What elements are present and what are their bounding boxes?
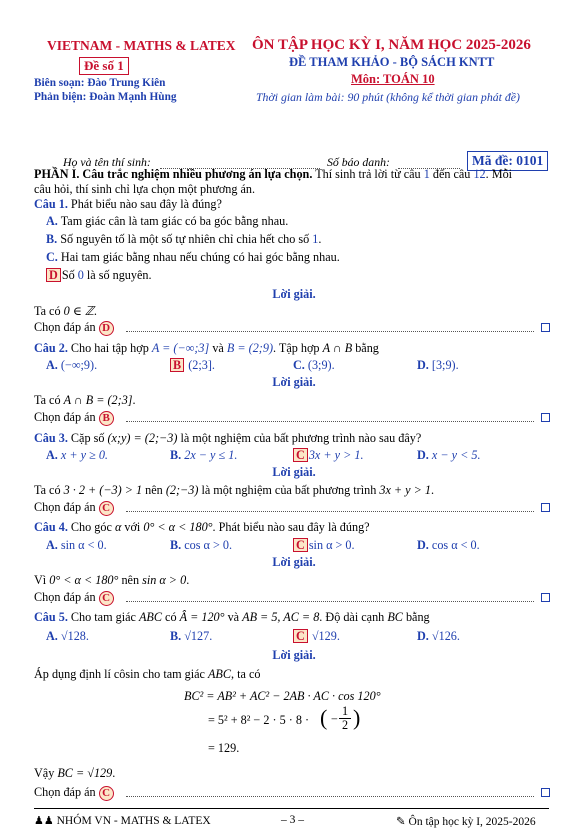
q1-option-b[interactable]: B. Số nguyên tố là một số tự nhiên chỉ chia hết cho số 1.: [46, 232, 322, 246]
q4-sol-math: sin α > 0: [142, 573, 187, 587]
q2-option-b-text: (2;3].: [188, 358, 215, 372]
footer-right: [396, 814, 536, 828]
q4-end-square: [541, 593, 550, 602]
q5-end-square: [541, 788, 550, 797]
exam-title: ÔN TẬP HỌC KỲ I, NĂM HỌC 2025-2026: [252, 37, 531, 53]
name-label: Họ và tên thí sinh:: [63, 155, 151, 169]
q1-text: Phát biểu nào sau đây là đúng?: [70, 197, 222, 211]
q4-sol-range: 0° < α < 180°: [49, 573, 119, 587]
q5-label: Câu 5.: [34, 610, 68, 624]
q3-dots: [126, 511, 534, 512]
q2-text-pre: Cho hai tập hợp: [70, 341, 152, 355]
q4-option-d-text: cos α < 0.: [431, 538, 480, 552]
q4-dots: [126, 601, 534, 602]
part1-title: PHẦN I. Câu trắc nghiệm nhiều phương án lựa chọn.: [34, 167, 313, 181]
q1-option-a-text: Tam giác cân là tam giác có ba góc bằng nhau.: [60, 214, 289, 228]
q4-option-b[interactable]: B. cos α > 0.: [170, 538, 233, 552]
edit-icon: ✎: [396, 816, 406, 828]
q1-option-b-num: 1: [312, 232, 319, 246]
q1-sol-math: 0 ∈ ℤ: [63, 304, 94, 318]
author: Biên soạn: Đào Trung Kiên: [34, 77, 166, 89]
q3-stem: [34, 431, 421, 446]
q4-option-c[interactable]: [293, 538, 355, 553]
brand-title: VIETNAM - MATHS & LATEX: [47, 38, 236, 53]
q2-sol-pre: Ta có: [34, 393, 64, 407]
q3-option-d-text: x − y < 5.: [431, 448, 481, 462]
q2-answer-mark: B: [170, 358, 184, 372]
q5-text-b: và: [224, 610, 243, 624]
q5-answer-mark: C: [293, 629, 308, 643]
q2-option-c-text: (3;9).: [307, 358, 335, 372]
q3-option-d[interactable]: D. x − y < 5.: [417, 448, 481, 462]
q5-sol-post: , ta có: [231, 667, 261, 681]
choose-label: Chọn đáp án: [34, 320, 96, 334]
q1-solution-heading: Lời giải.: [272, 287, 316, 301]
q2-stem: [34, 341, 379, 356]
q4-option-b-text: cos α > 0.: [184, 538, 233, 552]
q2-option-d-text: [3;9).: [431, 358, 459, 372]
q5-triangle: ABC: [138, 610, 162, 624]
q3-answer-circle: C: [99, 501, 114, 516]
q1-dots: [126, 331, 534, 332]
q4-range: 0° < α < 180°: [143, 520, 213, 534]
q2-sol-math: A ∩ B = (2;3]: [63, 393, 133, 407]
q5-text-a: có: [161, 610, 180, 624]
q2-and: và: [209, 341, 227, 355]
q5-option-d[interactable]: D. √126.: [417, 629, 460, 643]
q5-concl-pre: Vậy: [34, 766, 58, 780]
q2-end-square: [541, 413, 550, 422]
q2-set-a: A = (−∞;3]: [151, 341, 210, 355]
q5-frac-num: 1: [339, 705, 351, 719]
q4-sol-post: .: [186, 573, 190, 587]
part1-first-q: 1: [423, 167, 430, 181]
q1-end-square: [541, 323, 550, 332]
q2-sol-post: .: [132, 393, 136, 407]
q5-paren-left: (: [320, 705, 328, 730]
q5-bc: BC: [387, 610, 403, 624]
group-icon: ♟♟: [34, 815, 54, 827]
q2-text-mid: . Tập hợp: [273, 341, 323, 355]
footer-left: [34, 814, 211, 827]
q1-option-d[interactable]: [46, 268, 152, 283]
q5-frac-den: 2: [341, 718, 349, 732]
q5-answer-circle: C: [99, 786, 114, 801]
q5-option-a-text: √128.: [60, 629, 89, 643]
reviewer: Phản biện: Đoàn Mạnh Hùng: [34, 91, 177, 103]
q1-option-c-text: Hai tam giác bằng nhau nếu chúng có hai góc bằng nhau.: [60, 250, 340, 264]
q1-option-d-text: Số: [61, 268, 78, 282]
q4-stem: [34, 520, 370, 535]
q4-text-pre: Cho góc: [70, 520, 115, 534]
q3-sol-math: 3 · 2 + (−3) > 1: [63, 483, 143, 497]
q5-eq3: = 129.: [208, 741, 240, 755]
q1-sol-pre: Ta có: [34, 304, 64, 318]
q2-text-post: bằng: [352, 341, 379, 355]
q4-solution: [34, 573, 189, 588]
q5-eq1-rhs: AB² + AC² − 2AB · AC · cos 120°: [217, 689, 381, 703]
page-number: – 3 –: [281, 814, 304, 826]
q5-paren-right: ): [353, 705, 361, 730]
q2-choose: [34, 410, 114, 426]
q3-answer-mark: C: [293, 448, 308, 462]
q2-label: Câu 2.: [34, 341, 68, 355]
q4-answer-circle: C: [99, 591, 114, 606]
choose-label: Chọn đáp án: [34, 785, 96, 799]
q4-sol-mid: nên: [118, 573, 143, 587]
q1-option-b-text: Số nguyên tố là một số tự nhiên chỉ chia hết cho số: [60, 232, 313, 246]
q4-text-post: . Phát biểu nào sau đây là đúng?: [212, 520, 370, 534]
part1-intro-line2: câu hỏi, thí sinh chỉ lựa chọn một phương án.: [34, 182, 256, 196]
part1-intro-text: Thí sinh trả lời từ câu: [312, 167, 424, 181]
q3-sol-mid2: là một nghiệm của bất phương trình: [198, 483, 380, 497]
q1-option-b-end: .: [318, 232, 322, 246]
q5-solution-intro: [34, 667, 260, 682]
q3-choose: [34, 500, 114, 516]
footer-left-text: NHÓM VN - MATHS & LATEX: [56, 815, 211, 827]
q3-end-square: [541, 503, 550, 512]
q4-alpha: α: [114, 520, 122, 534]
q5-dots: [126, 796, 534, 797]
q3-pair: (x;y) = (2;−3): [107, 431, 178, 445]
q1-label: Câu 1.: [34, 197, 68, 211]
q2-intersection: A ∩ B: [322, 341, 353, 355]
q5-option-b[interactable]: B. √127.: [170, 629, 213, 643]
q5-sides: AB = 5, AC = 8: [242, 610, 320, 624]
q1-stem: [34, 197, 222, 212]
q2-option-a-text: (−∞;9).: [60, 358, 98, 372]
q4-option-a[interactable]: A. sin α < 0.: [46, 538, 107, 552]
q4-label: Câu 4.: [34, 520, 68, 534]
choose-label: Chọn đáp án: [34, 500, 96, 514]
q5-angle: Â = 120°: [179, 610, 225, 624]
q3-option-b[interactable]: B. 2x − y ≤ 1.: [170, 448, 238, 462]
q5-eq2: = 5² + 8² − 2 · 5 · 8 ·: [208, 713, 310, 727]
subject: Môn: TOÁN 10: [351, 72, 435, 86]
q2-option-c[interactable]: C. (3;9).: [293, 358, 335, 372]
part1-intro-text3: . Mỗi: [485, 167, 513, 181]
q4-solution-heading: Lời giải.: [272, 555, 316, 569]
q5-stem: [34, 610, 430, 625]
q5-choose: [34, 785, 114, 801]
q3-sol-post: .: [431, 483, 435, 497]
q3-sol-pre: Ta có: [34, 483, 64, 497]
exam-time: Thời gian làm bài: 90 phút (không kể thời gian phát đề): [256, 90, 520, 104]
q5-option-c[interactable]: [293, 629, 340, 644]
q2-option-a[interactable]: A. (−∞;9).: [46, 358, 98, 372]
q5-fraction: [339, 705, 351, 732]
q1-choose: [34, 320, 114, 336]
q3-text-pre: Cặp số: [70, 431, 108, 445]
exam-code: Mã đề: 0101: [467, 151, 548, 171]
q3-text-post: là một nghiệm của bất phương trình nào sau đây?: [177, 431, 422, 445]
q5-text-pre: Cho tam giác: [70, 610, 139, 624]
footer-rule: [34, 808, 549, 809]
q5-sol-pre: Áp dụng định lí côsin cho tam giác: [34, 667, 208, 681]
q4-text-mid: với: [121, 520, 144, 534]
q5-eq1: [184, 689, 381, 704]
q2-dots: [126, 421, 534, 422]
q2-option-d[interactable]: D. [3;9).: [417, 358, 459, 372]
q2-answer-circle: B: [99, 411, 114, 426]
q4-option-d[interactable]: D. cos α < 0.: [417, 538, 480, 552]
q2-solution-heading: Lời giải.: [272, 375, 316, 389]
q1-solution: [34, 304, 97, 319]
q1-sol-post: .: [93, 304, 97, 318]
q3-label: Câu 3.: [34, 431, 68, 445]
choose-label: Chọn đáp án: [34, 410, 96, 424]
q4-option-a-text: sin α < 0.: [60, 538, 107, 552]
footer-right-text: Ôn tập học kỳ I, 2025-2026: [408, 816, 536, 828]
q4-sol-pre: Vì: [34, 573, 50, 587]
q3-option-c-text: 3x + y > 1.: [308, 448, 364, 462]
q5-concl-post: .: [112, 766, 116, 780]
q1-option-d-end: là số nguyên.: [83, 268, 152, 282]
choose-label: Chọn đáp án: [34, 590, 96, 604]
exam-number: Đề số 1: [79, 57, 129, 75]
q2-solution: [34, 393, 136, 408]
q5-solution-heading: Lời giải.: [272, 648, 316, 662]
q3-option-b-text: 2x − y ≤ 1.: [184, 448, 238, 462]
q3-option-a-text: x + y ≥ 0.: [60, 448, 108, 462]
q1-option-a[interactable]: A. Tam giác cân là tam giác có ba góc bằng nhau.: [46, 214, 289, 228]
q2-set-b: B = (2;9): [226, 341, 274, 355]
part1-last-q: 12: [473, 167, 486, 181]
q2-option-b[interactable]: [170, 358, 215, 373]
part1-intro-text2: đến câu: [429, 167, 474, 181]
q5-option-d-text: √126.: [431, 629, 460, 643]
q5-option-a[interactable]: A. √128.: [46, 629, 89, 643]
q4-answer-mark: C: [293, 538, 308, 552]
q1-answer-mark: D: [46, 268, 61, 282]
q3-solution-heading: Lời giải.: [272, 465, 316, 479]
q5-concl-math: BC = √129: [57, 766, 113, 780]
q5-option-b-text: √127.: [184, 629, 213, 643]
q3-option-a[interactable]: A. x + y ≥ 0.: [46, 448, 108, 462]
q5-text-post: bằng: [402, 610, 430, 624]
q5-option-c-text: √129.: [311, 629, 340, 643]
q1-option-d-num: 0: [77, 268, 84, 282]
exam-subtitle: ĐỀ THAM KHẢO - BỘ SÁCH KNTT: [289, 55, 495, 69]
q5-minus: −: [331, 712, 338, 726]
q4-choose: [34, 590, 114, 606]
q5-conclusion: [34, 766, 115, 781]
q3-solution: [34, 483, 434, 498]
q4-option-c-text: sin α > 0.: [308, 538, 355, 552]
q5-sol-tri: ABC: [207, 667, 232, 681]
q5-text-c: . Độ dài cạnh: [319, 610, 388, 624]
q3-sol-pair: (2;−3): [165, 483, 199, 497]
part1-intro: [34, 167, 512, 182]
q3-sol-mid: nên: [142, 483, 166, 497]
q1-answer-circle: D: [99, 321, 114, 336]
q3-option-c[interactable]: [293, 448, 364, 463]
q5-eq1-lhs: BC² =: [184, 689, 215, 703]
q3-sol-ineq: 3x + y > 1: [379, 483, 431, 497]
q1-option-c[interactable]: C. Hai tam giác bằng nhau nếu chúng có hai góc bằng nhau.: [46, 250, 340, 264]
id-label: Số báo danh:: [327, 155, 390, 169]
